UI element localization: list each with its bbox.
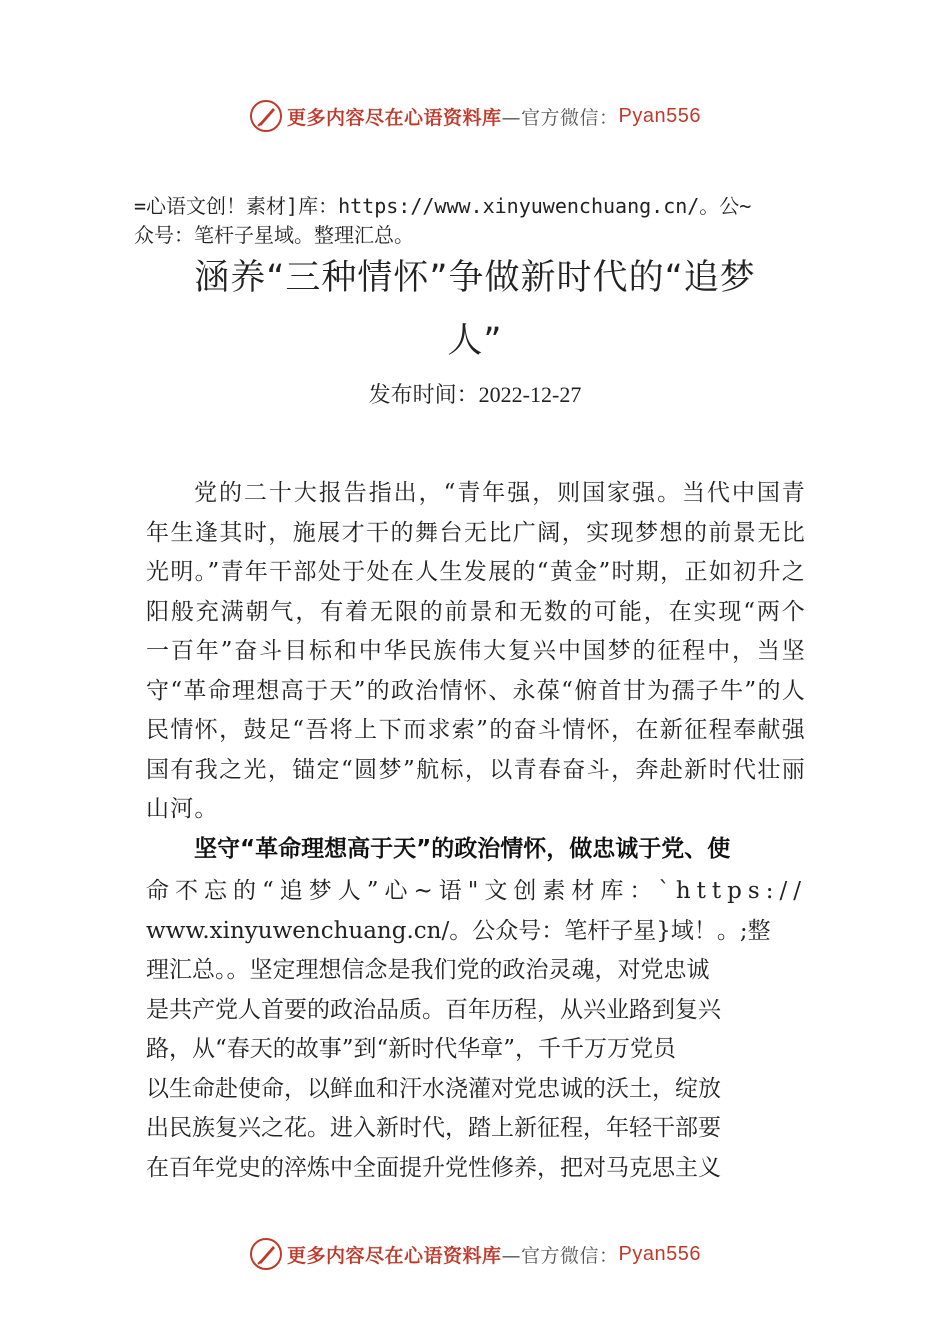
quill-pen-logo-icon — [249, 1237, 283, 1271]
paragraph-1 — [146, 474, 806, 830]
paragraph-1-text: 党的二十大报告指出，“青年强，则国家强。当代中国青年生逢其时，施展才干的舞台无比广阔，实现梦想的前景无比光明。”青年干部处于处在人生发展的“黄金”时期，正如初升之阳般充满朝气，有着无限的前景和无数的可能，在实现“两个一百年”奋斗目标和中华民族伟大复兴中国梦的征程中，当坚守“革命理想高于天”的政治情怀、永葆“俯首甘为孺子牛”的人民情怀，鼓足“吾将上下而求索”的奋斗情怀，在新征程奉献强国有我之光，锚定“圆梦”航标，以青春奋斗，奔赴新时代壮丽山河。 — [146, 480, 806, 822]
article-title-line-1: 涵养“三种情怀”争做新时代的“追梦 — [194, 258, 756, 298]
paragraph-2-line-3: 理汇总。。坚定理想信念是我们党的政治灵魂，对党忠诚 — [146, 957, 710, 983]
paragraph-2-line-2: www.xinyuwenchuang.cn/。公众号：笔杆子星}域！。;整 — [146, 917, 771, 944]
header-banner — [0, 96, 950, 136]
banner-wechat-id: Pyan556 — [618, 1242, 701, 1265]
banner-gray-text: —官方微信： — [501, 106, 619, 129]
paragraph-2-line-8: 在百年党史的淬炼中全面提升党性修养，把对马克思主义 — [146, 1154, 721, 1181]
publish-date — [0, 378, 950, 409]
paragraph-2-line-6: 以生命赴使命，以鲜血和汗水浇灌对党忠诚的沃土，绽放 — [146, 1075, 721, 1102]
footer-banner — [0, 1234, 950, 1274]
watermark-line-2: 众号：笔杆子星域。整理汇总。 — [134, 223, 414, 247]
paragraph-2 — [146, 872, 806, 1188]
banner-gray-text: —官方微信： — [501, 1244, 619, 1267]
article-title-line-2: 人” — [447, 321, 503, 361]
banner-red-text: 更多内容尽在心语资料库 — [287, 106, 502, 129]
quill-pen-logo-icon — [249, 99, 283, 133]
banner-red-text: 更多内容尽在心语资料库 — [287, 1244, 502, 1267]
paragraph-2-line-7: 出民族复兴之花。进入新时代，踏上新征程，年轻干部要 — [146, 1115, 721, 1141]
paragraph-2-line-1: 命不忘的“追梦人”心~语"文创素材库：`https:// — [146, 878, 807, 904]
watermark-line-1: =心语文创！素材]库：https://www.xinyuwenchuang.cn/。公~ — [134, 194, 752, 218]
publish-date-value: 2022-12-27 — [478, 382, 582, 407]
paragraph-2-line-4: 是共产党人首要的政治品质。百年历程，从兴业路到复兴 — [146, 996, 721, 1023]
paragraph-2-line-5: 路，从“春天的故事”到“新时代华章”，千千万万党员 — [146, 1036, 677, 1062]
section-heading-1: 坚守“革命理想高于天”的政治情怀，做忠诚于党、使 — [194, 836, 731, 862]
banner-wechat-id: Pyan556 — [618, 104, 701, 127]
publish-date-label: 发布时间： — [368, 383, 479, 408]
